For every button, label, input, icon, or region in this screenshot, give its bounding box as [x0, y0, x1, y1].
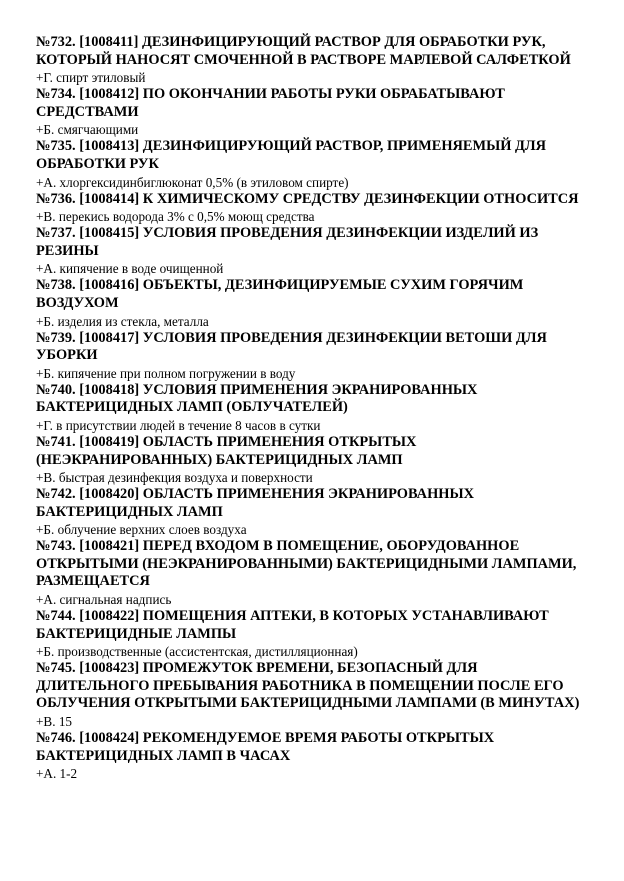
answer-746: +А. 1-2: [36, 766, 78, 782]
question-734: №734. [1008412] ПО ОКОНЧАНИИ РАБОТЫ РУКИ ОБРАБАТЫВАЮТ СРЕДСТВАМИ: [36, 86, 505, 120]
answer-742: +Б. облучение верхних слоев воздуха: [36, 522, 247, 538]
question-743: №743. [1008421] ПЕРЕД ВХОДОМ В ПОМЕЩЕНИЕ, ОБОРУДОВАННОЕ ОТКРЫТЫМИ (НЕЭКРАНИРОВАННЫМИ) БАКТЕРИЦИДНЫМИ ЛАМПАМИ, РАЗМЕЩАЕТСЯ: [36, 538, 577, 590]
answer-745: +В. 15: [36, 714, 73, 730]
answer-740: +Г. в присутствии людей в течение 8 часов в сутки: [36, 417, 321, 433]
answer-741: +В. быстрая дезинфекция воздуха и поверхности: [36, 470, 313, 486]
question-732: №732. [1008411] ДЕЗИНФИЦИРУЮЩИЙ РАСТВОР ДЛЯ ОБРАБОТКИ РУК, КОТОРЫЙ НАНОСЯТ СМОЧЕННОЙ В РАСТВОРЕ МАРЛЕВОЙ САЛФЕТКОЙ: [36, 34, 571, 68]
question-746: №746. [1008424] РЕКОМЕНДУЕМОЕ ВРЕМЯ РАБОТЫ ОТКРЫТЫХ БАКТЕРИЦИДНЫХ ЛАМП В ЧАСАХ: [36, 730, 495, 764]
answer-737: +А. кипячение в воде очищенной: [36, 261, 224, 277]
document-body: [36, 34, 592, 782]
answer-739: +Б. кипячение при полном погружении в воду: [36, 365, 296, 381]
answer-738: +Б. изделия из стекла, металла: [36, 313, 209, 329]
answer-734: +Б. смягчающими: [36, 122, 139, 138]
question-741: №741. [1008419] ОБЛАСТЬ ПРИМЕНЕНИЯ ОТКРЫТЫХ (НЕЭКРАНИРОВАННЫХ) БАКТЕРИЦИДНЫХ ЛАМП: [36, 433, 417, 468]
question-735: №735. [1008413] ДЕЗИНФИЦИРУЮЩИЙ РАСТВОР, ПРИМЕНЯЕМЫЙ ДЛЯ ОБРАБОТКИ РУК: [36, 138, 547, 172]
answer-732: +Г. спирт этиловый: [36, 70, 146, 86]
question-737: №737. [1008415] УСЛОВИЯ ПРОВЕДЕНИЯ ДЕЗИНФЕКЦИИ ИЗДЕЛИЙ ИЗ РЕЗИНЫ: [36, 225, 539, 259]
question-739: №739. [1008417] УСЛОВИЯ ПРОВЕДЕНИЯ ДЕЗИНФЕКЦИИ ВЕТОШИ ДЛЯ УБОРКИ: [36, 329, 547, 364]
question-740: №740. [1008418] УСЛОВИЯ ПРИМЕНЕНИЯ ЭКРАНИРОВАННЫХ БАКТЕРИЦИДНЫХ ЛАМП (ОБЛУЧАТЕЛЕЙ): [36, 381, 478, 416]
question-738: №738. [1008416] ОБЪЕКТЫ, ДЕЗИНФИЦИРУЕМЫЕ СУХИМ ГОРЯЧИМ ВОЗДУХОМ: [36, 277, 524, 311]
question-742: №742. [1008420] ОБЛАСТЬ ПРИМЕНЕНИЯ ЭКРАНИРОВАННЫХ БАКТЕРИЦИДНЫХ ЛАМП: [36, 486, 474, 520]
question-736: №736. [1008414] К ХИМИЧЕСКОМУ СРЕДСТВУ ДЕЗИНФЕКЦИИ ОТНОСИТСЯ: [36, 190, 579, 207]
question-744: №744. [1008422] ПОМЕЩЕНИЯ АПТЕКИ, В КОТОРЫХ УСТАНАВЛИВАЮТ БАКТЕРИЦИДНЫЕ ЛАМПЫ: [36, 608, 549, 642]
answer-744: +Б. производственные (ассистентская, дистилляционная): [36, 644, 358, 660]
answer-736: +В. перекись водорода 3% с 0,5% моющ средства: [36, 209, 315, 225]
answer-743: +А. сигнальная надпись: [36, 592, 172, 608]
answer-735: +А. хлоргексидинбиглюконат 0,5% (в этиловом спирте): [36, 174, 349, 190]
question-745: №745. [1008423] ПРОМЕЖУТОК ВРЕМЕНИ, БЕЗОПАСНЫЙ ДЛЯ ДЛИТЕЛЬНОГО ПРЕБЫВАНИЯ РАБОТНИКА В ПОМЕЩЕНИИ ПОСЛЕ ЕГО ОБЛУЧЕНИЯ ОТКРЫТЫМИ БАКТЕРИЦИДНЫМИ ЛАМПАМИ (В МИНУТАХ): [36, 660, 580, 712]
